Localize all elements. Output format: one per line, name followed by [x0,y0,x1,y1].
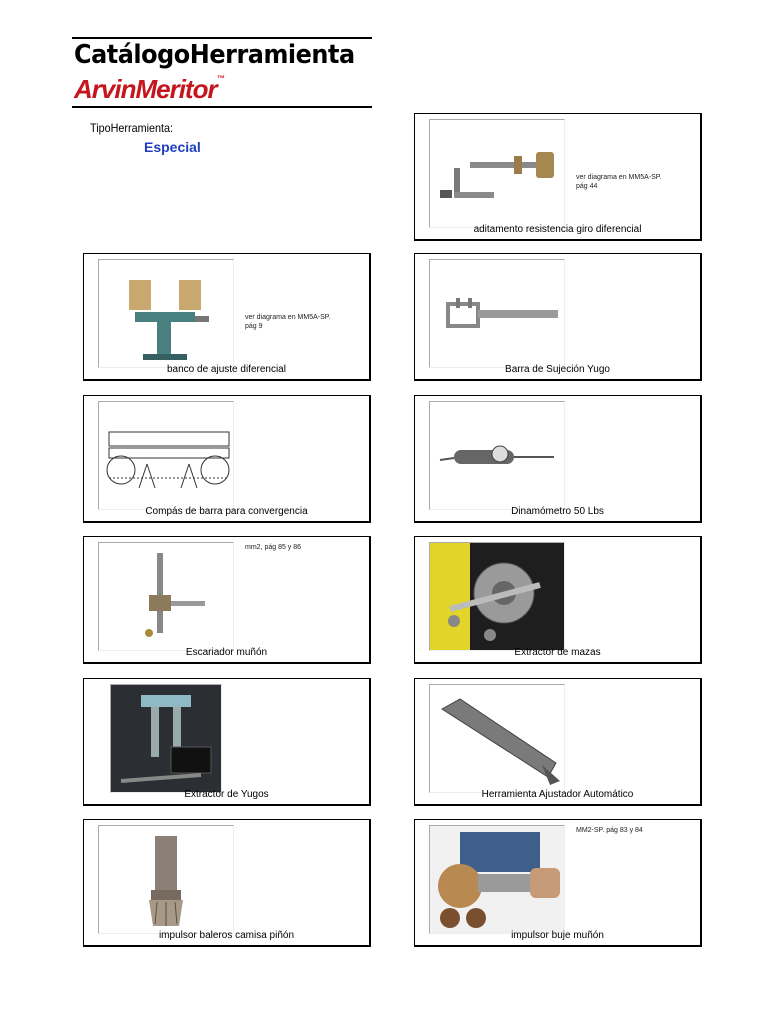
tool-type-label: TipoHerramienta: [90,121,174,135]
tool-image [429,684,565,793]
tool-card[interactable] [83,678,371,806]
tool-caption: Escariador muñón [185,647,268,658]
tool-card[interactable] [414,536,702,664]
tool-image [98,825,234,934]
auto-adjuster-tool-icon [430,685,564,792]
differential-torque-attachment-icon [430,120,564,227]
note-line: pág 9 [245,323,263,330]
tool-card[interactable] [414,395,702,523]
tool-card[interactable] [83,395,371,523]
tool-card[interactable] [414,113,702,241]
tool-caption: Dinamómetro 50 Lbs [511,506,604,517]
pinion-bearing-driver-icon [99,826,233,933]
differential-stand-icon [99,260,233,367]
note-line: mm2, pág 85 y 86 [245,544,302,551]
hub-puller-icon [430,543,564,650]
tool-caption: aditamento resistencia giro diferencial [473,224,642,235]
tool-caption: Barra de Sujeción Yugo [505,364,610,375]
note-line: MM2-SP. pág 83 y 84 [576,827,643,834]
tool-image [429,401,565,510]
tool-caption: impulsor baleros camisa piñón [158,930,295,941]
brand-logo [74,74,225,105]
note-line: pág 44 [576,183,598,190]
brand-name: ArvinMeritor [74,74,217,104]
header-rule-top [72,37,372,39]
note-line: ver diagrama en MM5A-SP. [245,314,331,321]
header-rule-bottom [72,106,372,108]
tool-caption: Extractor de mazas [514,647,601,658]
diagram-note [576,826,643,835]
note-line: ver diagrama en MM5A-SP. [576,174,662,181]
dynamometer-icon [430,402,564,509]
tool-image [429,825,565,934]
tool-image [429,542,565,651]
diagram-note [245,313,330,331]
tool-image [98,259,234,368]
tool-image [98,401,234,510]
toe-gauge-icon [99,402,233,509]
tool-card[interactable] [83,819,371,947]
tool-image [110,684,222,793]
tool-type-value: Especial [144,139,201,155]
tool-card[interactable] [414,678,702,806]
tool-card[interactable] [414,253,702,381]
diagram-note [245,543,301,552]
yoke-bar-icon [430,260,564,367]
tool-caption: Extractor de Yugos [184,789,269,800]
tool-card[interactable] [83,253,371,381]
tool-image [429,119,565,228]
tool-caption: Herramienta Ajustador Automático [481,789,634,800]
knuckle-reamer-icon [99,543,233,650]
tool-card[interactable] [83,536,371,664]
tool-caption: impulsor buje muñón [511,930,604,941]
brand-trademark: ™ [216,74,225,83]
page-title: CatálogoHerramienta [74,40,355,70]
tool-caption: Compás de barra para convergencia [145,506,308,517]
tool-image [429,259,565,368]
diagram-note [576,173,661,191]
yoke-puller-icon [111,685,221,792]
tool-image [98,542,234,651]
tool-card[interactable] [414,819,702,947]
bushing-driver-icon [430,826,564,933]
tool-caption: banco de ajuste diferencial [167,364,286,375]
